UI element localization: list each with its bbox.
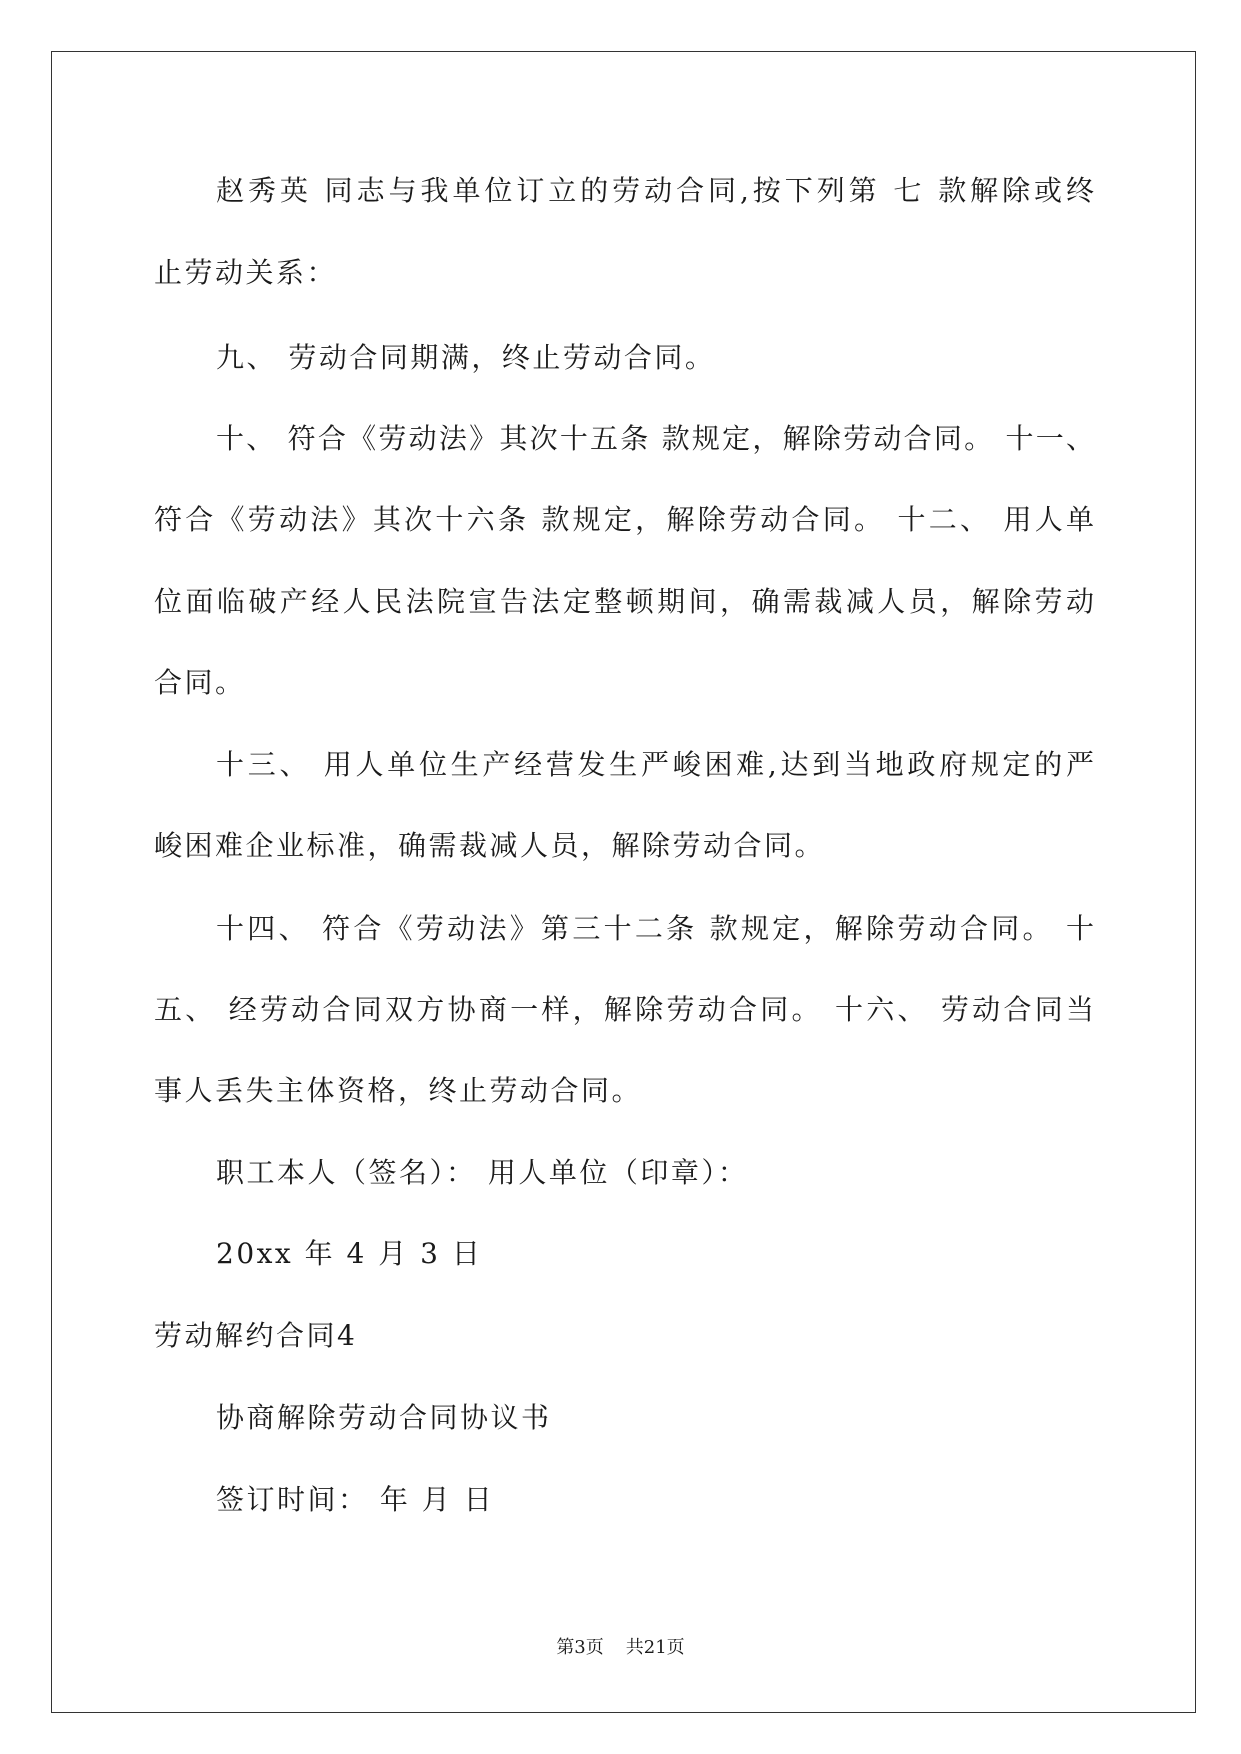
section-title: 劳动解约合同4	[154, 1319, 358, 1352]
body-line: 事人丢失主体资格，终止劳动合同。	[154, 1074, 643, 1107]
clause-item: 十、 符合《劳动法》其次十五条 款规定，解除劳动合同。 十一、	[216, 422, 1094, 455]
clause-item: 九、 劳动合同期满，终止劳动合同。	[216, 341, 716, 374]
page-total: 共21页	[625, 1637, 685, 1658]
body-line: 位面临破产经人民法院宣告法定整顿期间，确需裁减人员，解除劳动	[154, 585, 1094, 618]
body-line: 五、 经劳动合同双方协商一样，解除劳动合同。 十六、 劳动合同当	[154, 993, 1094, 1026]
body-line: 止劳动关系：	[154, 256, 338, 289]
date-line: 20xx 年 4 月 3 日	[216, 1237, 483, 1270]
clause-item: 十三、 用人单位生产经营发生严峻困难,达到当地政府规定的严	[216, 748, 1094, 781]
body-line: 符合《劳动法》其次十六条 款规定，解除劳动合同。 十二、 用人单	[154, 503, 1094, 536]
page-footer	[0, 1636, 1241, 1660]
clause-item: 十四、 符合《劳动法》第三十二条 款规定，解除劳动合同。 十	[216, 912, 1094, 945]
agreement-title: 协商解除劳动合同协议书	[216, 1401, 552, 1434]
body-line: 赵秀英 同志与我单位订立的劳动合同,按下列第 七 款解除或终	[216, 174, 1094, 207]
signature-line: 职工本人（签名）： 用人单位（印章）：	[216, 1156, 749, 1189]
body-line: 合同。	[154, 666, 246, 699]
body-line: 峻困难企业标准，确需裁减人员，解除劳动合同。	[154, 829, 826, 862]
page-number: 第3页	[556, 1637, 604, 1658]
signing-date-line: 签订时间： 年 月 日	[216, 1483, 495, 1516]
page-border	[51, 51, 1196, 1713]
